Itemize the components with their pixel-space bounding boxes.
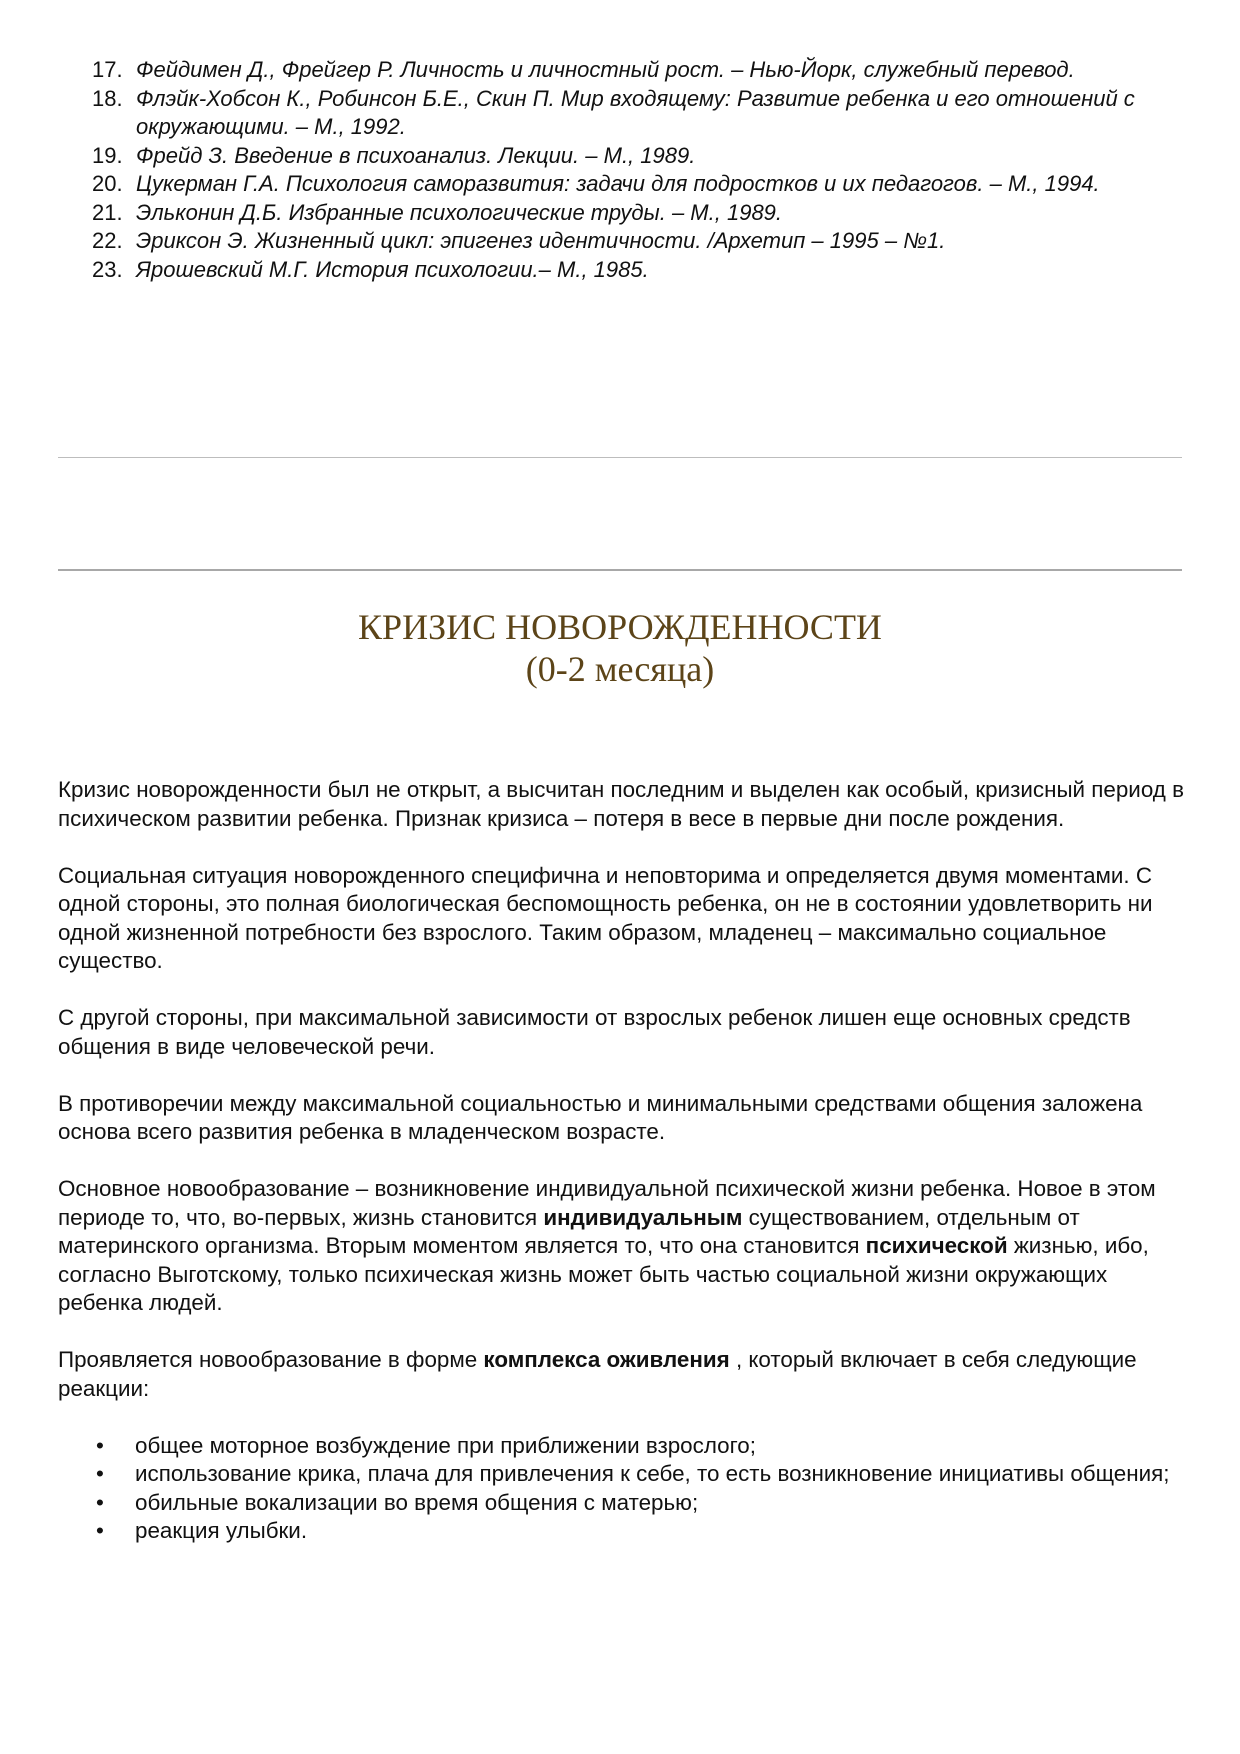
paragraph-text: жизнью, ибо, согласно Выготскому, только психическая жизнь может быть частью социальной жизни окружающих ребенка людей. [58, 1233, 1149, 1315]
paragraph: С другой стороны, при максимальной зависимости от взрослых ребенок лишен еще основных средств общения в виде человеческой речи. [58, 1005, 1131, 1059]
reference-item [92, 199, 1182, 228]
reaction-item [58, 1432, 1188, 1461]
reference-number: 22. [92, 228, 123, 253]
reaction-item [58, 1489, 1188, 1518]
reference-number: 23. [92, 256, 123, 282]
reference-text: Флэйк-Хобсон К., Робинсон Б.Е., Скин П. Мир входящему: Развитие ребенка и его отношений с окружающими. – М., 1992. [136, 85, 1135, 139]
section-divider-thin [58, 457, 1182, 458]
article-body [58, 776, 1188, 1546]
reference-number: 18. [92, 85, 123, 111]
paragraph-new-formation [58, 1175, 1188, 1318]
reference-list [92, 56, 1182, 284]
paragraph-text: существованием, отдельным от материнского организма. Вторым моментом является то, что она становится [58, 1204, 1080, 1258]
section-title-age-range: (0-2 месяца) [525, 649, 715, 689]
bullet-icon: • [96, 1489, 104, 1515]
reference-text: Фрейд З. Введение в психоанализ. Лекции. – М., 1989. [136, 142, 696, 168]
emphasis-psychic: психической [865, 1233, 1008, 1258]
reference-item [92, 142, 1182, 171]
paragraph: Социальная ситуация новорожденного специфична и неповторима и определяется двумя моментами. С одной стороны, это полная биологическая беспомощность ребенка, он не в состоянии удовлетворить ни одной жизненной потребности без взрослого. Таким образом, младенец – максимально социальное существо. [58, 862, 1153, 973]
bullet-icon: • [96, 1518, 104, 1543]
bullet-icon: • [96, 1461, 104, 1486]
reference-number: 21. [92, 199, 123, 225]
reaction-text: использование крика, плача для привлечения к себе, то есть возникновение инициативы общения; [135, 1461, 1170, 1486]
paragraph: В противоречии между максимальной социальностью и минимальными средствами общения заложена основа всего развития ребенка в младенческом возрасте. [58, 1090, 1143, 1144]
reaction-text: обильные вокализации во время общения с матерью; [135, 1489, 699, 1515]
reaction-item [58, 1460, 1188, 1489]
reference-text: Фейдимен Д., Фрейгер Р. Личность и личностный рост. – Нью-Йорк, служебный перевод. [136, 57, 1075, 82]
reference-number: 17. [92, 57, 123, 82]
reference-item [92, 85, 1182, 142]
section-divider-thick [58, 569, 1182, 571]
paragraph-text: , который включает в себя следующие реакции: [58, 1347, 1137, 1401]
reaction-list [58, 1432, 1188, 1546]
emphasis-individual: индивидуальным [543, 1204, 743, 1230]
paragraph-revival-complex [58, 1346, 1188, 1403]
emphasis-revival-complex: комплекса оживления [483, 1347, 730, 1372]
reference-item [92, 256, 1182, 285]
bullet-icon: • [96, 1432, 104, 1458]
reference-text: Цукерман Г.А. Психология саморазвития: задачи для подростков и их педагогов. – М., 1994. [136, 171, 1100, 196]
reference-number: 19. [92, 142, 123, 168]
section-title [0, 606, 1240, 690]
reference-item [92, 56, 1182, 85]
reaction-text: общее моторное возбуждение при приближении взрослого; [135, 1432, 756, 1458]
reference-text: Эльконин Д.Б. Избранные психологические труды. – М., 1989. [136, 199, 783, 225]
reference-item [92, 227, 1182, 256]
reaction-item [58, 1517, 1188, 1546]
section-title-main: КРИЗИС НОВОРОЖДЕННОСТИ [358, 607, 882, 647]
paragraph-text: Проявляется новообразование в форме [58, 1347, 484, 1372]
reference-text: Эриксон Э. Жизненный цикл: эпигенез идентичности. /Архетип – 1995 – №1. [136, 228, 946, 253]
reference-number: 20. [92, 171, 123, 196]
paragraph-text: Основное новообразование – возникновение индивидуальной психической жизни ребенка. Новое в этом периоде то, что, во-первых, жизнь становится [58, 1176, 1156, 1230]
paragraph: Кризис новорожденности был не открыт, а высчитан последним и выделен как особый, кризисный период в психическом развитии ребенка. Признак кризиса – потеря в весе в первые дни после рождения. [58, 777, 1184, 831]
reaction-text: реакция улыбки. [135, 1518, 308, 1543]
reference-text: Ярошевский М.Г. История психологии.– М., 1985. [136, 256, 649, 282]
reference-item [92, 170, 1182, 199]
